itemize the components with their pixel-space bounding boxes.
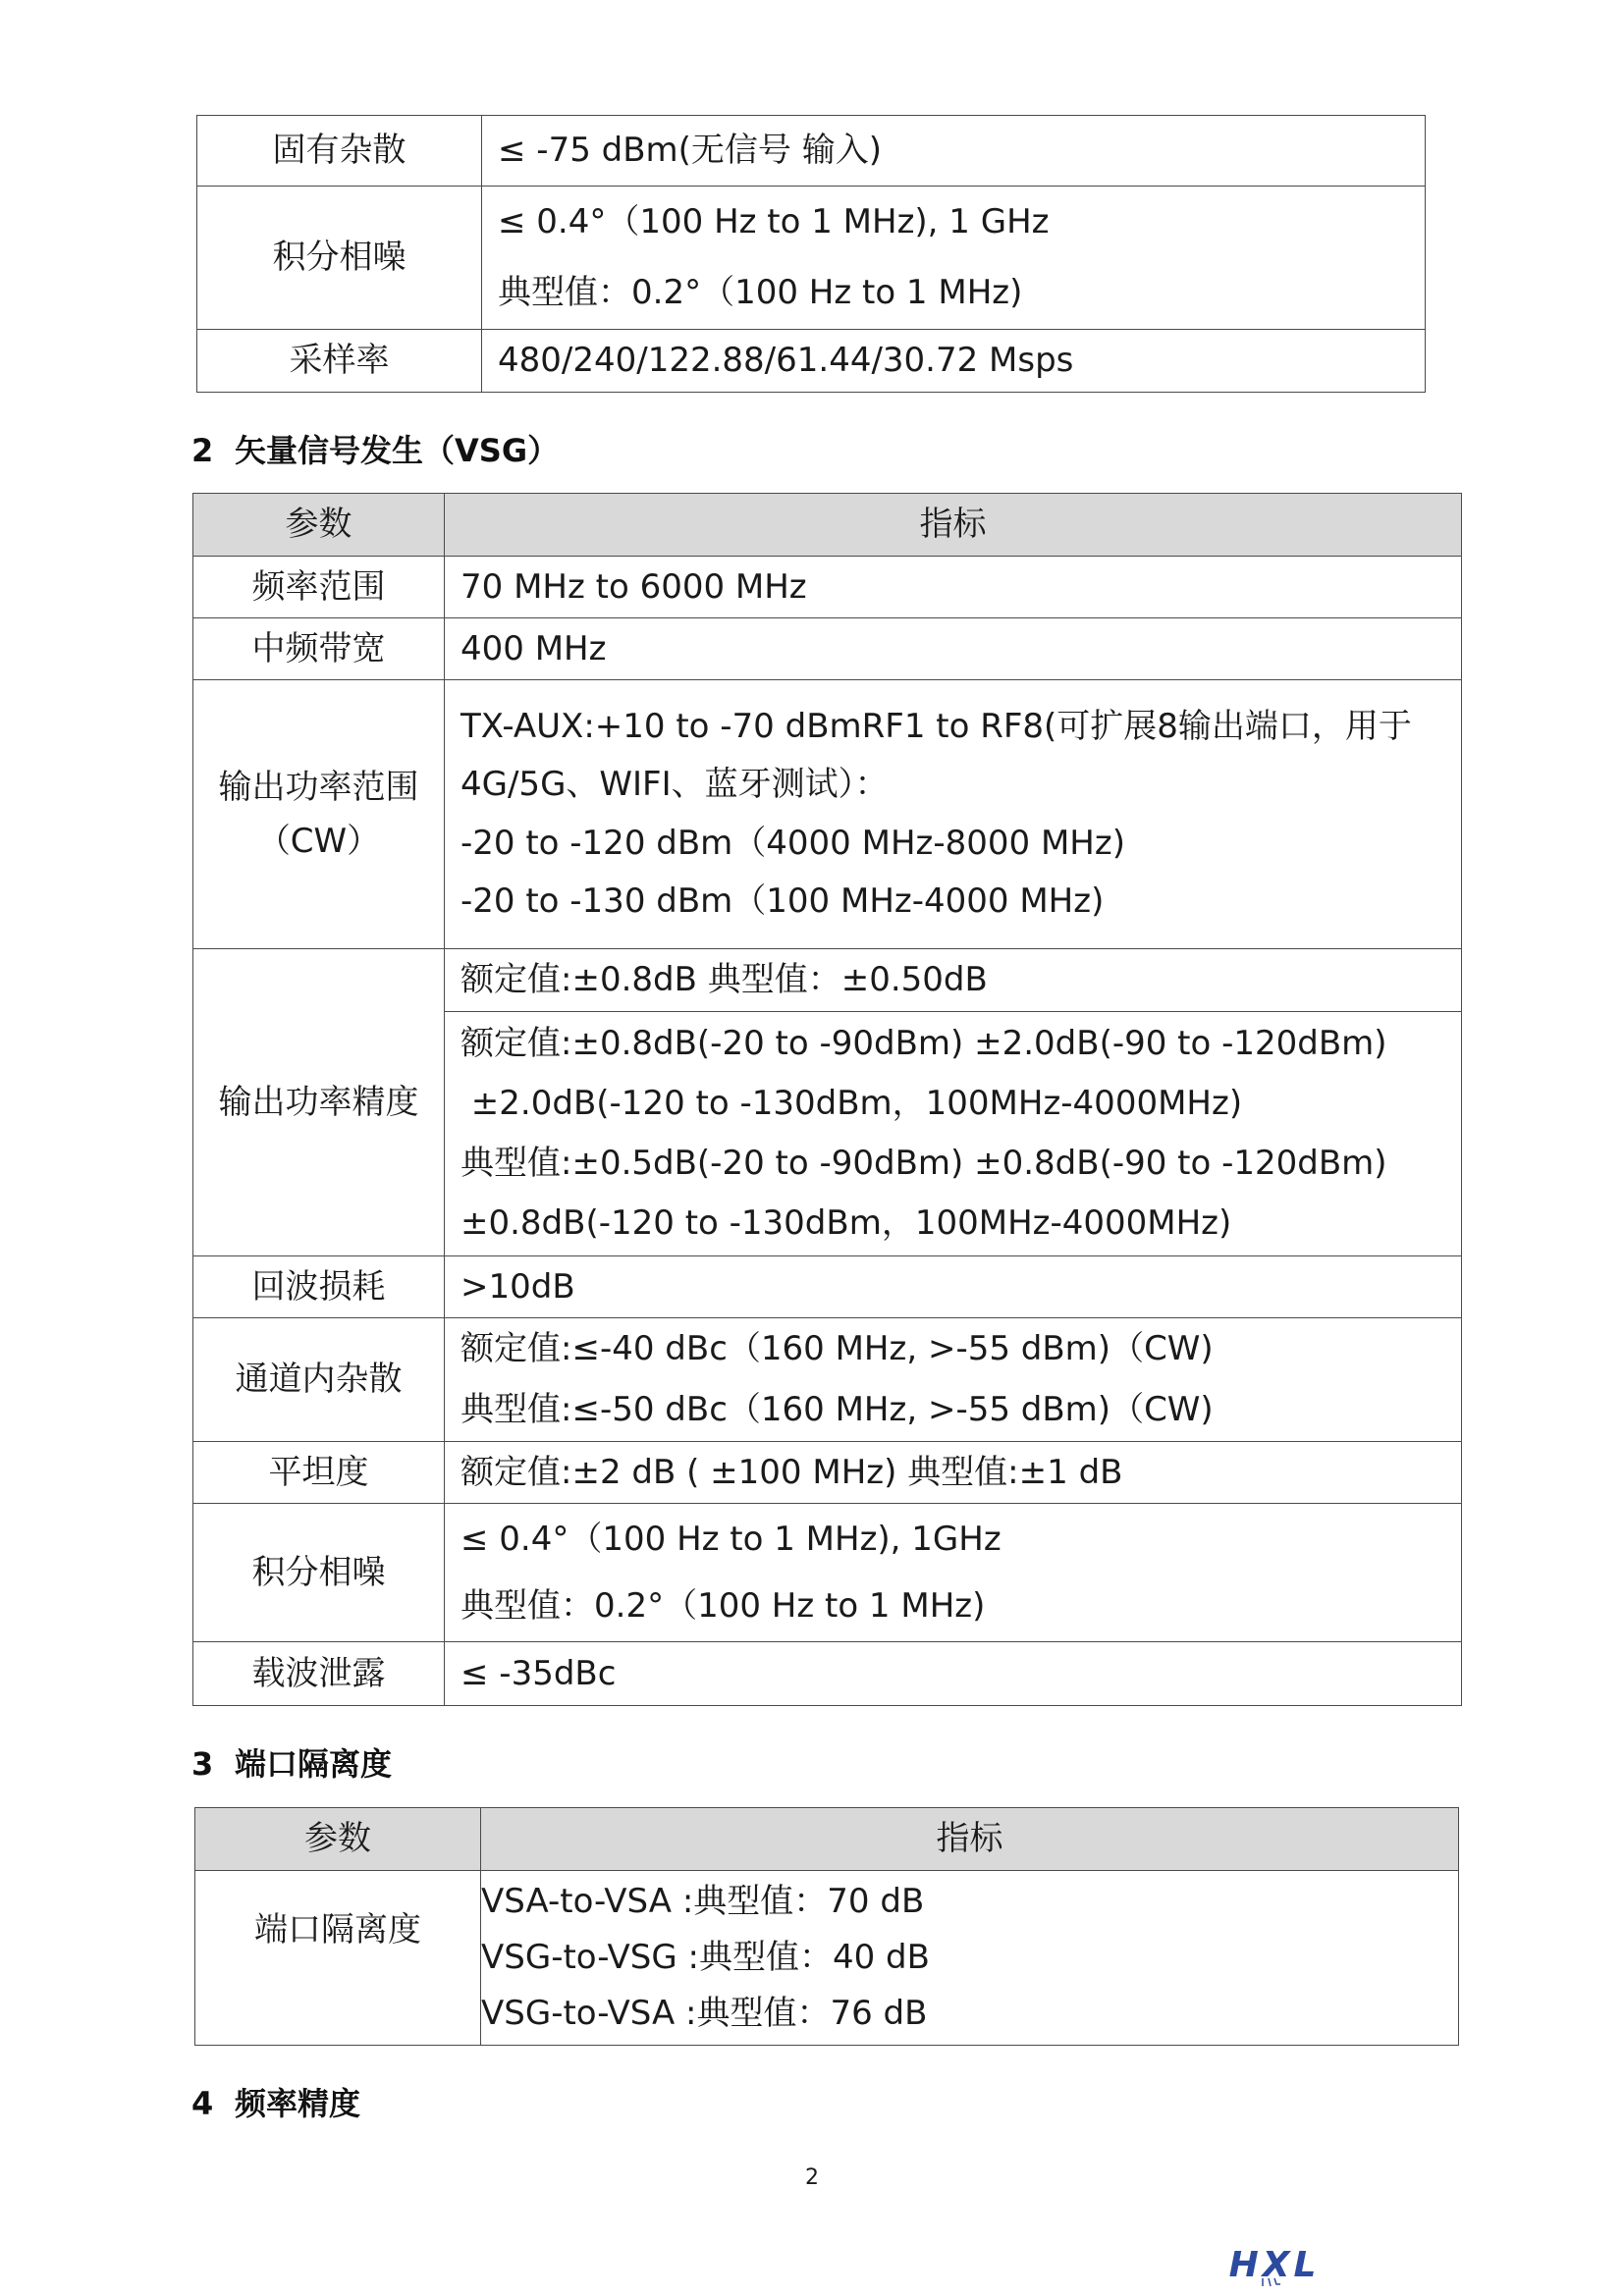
param-line: 输出功率范围 — [218, 768, 419, 808]
param-cell: 通道内杂散 — [193, 1318, 445, 1442]
param-cell: 中频带宽 — [193, 618, 445, 680]
table-row — [193, 1642, 1462, 1706]
spec-line: 典型值：0.2°（100 Hz to 1 MHz) — [460, 1586, 986, 1626]
spec-cell — [445, 1442, 1462, 1504]
header-spec: 指标 — [445, 494, 1462, 557]
spec-line: VSG-to-VSA :典型值：76 dB — [481, 1994, 928, 2034]
logo-text: HXL — [1228, 2245, 1321, 2285]
spec-cell — [482, 330, 1426, 393]
param-cell: 采样率 — [197, 330, 482, 393]
spec-line: VSG-to-VSG :典型值：40 dB — [481, 1937, 930, 1977]
spec-line: VSA-to-VSA :典型值：70 dB — [481, 1881, 925, 1921]
header-param: 参数 — [195, 1808, 481, 1871]
param-cell: 端口隔离度 — [195, 1871, 481, 2046]
spec-line: 480/240/122.88/61.44/30.72 Msps — [498, 341, 1074, 381]
vsg-table — [192, 493, 1462, 1706]
spec-line: >10dB — [460, 1266, 575, 1307]
table-row — [193, 1256, 1462, 1318]
spec-line: 典型值:±0.5dB(-20 to -90dBm) ±0.8dB(-90 to -120dBm) — [460, 1144, 1387, 1183]
section-title: 端口隔离度 — [235, 1745, 393, 1783]
table-row — [193, 949, 1462, 1012]
page-number: 2 — [805, 2165, 819, 2190]
table-header-row — [195, 1808, 1459, 1871]
param-cell — [193, 680, 445, 949]
spec-line: -20 to -130 dBm（100 MHz-4000 MHz) — [460, 881, 1105, 921]
spec-line: 4G/5G、WIFI、蓝牙测试）： — [460, 765, 889, 804]
spec-cell — [445, 557, 1462, 618]
spec-line: 400 MHz — [460, 628, 607, 668]
spec-line: ≤ -75 dBm(无信号 输入) — [498, 131, 882, 171]
param-cell: 平坦度 — [193, 1442, 445, 1504]
spec-line: ≤ -35dBc — [460, 1653, 617, 1693]
spec-line: 额定值:±0.8dB 典型值：±0.50dB — [460, 960, 988, 1000]
spec-line: 额定值:±0.8dB(-20 to -90dBm) ±2.0dB(-90 to -120dBm) — [460, 1023, 1387, 1063]
spec-line: -20 to -120 dBm（4000 MHz-8000 MHz) — [460, 823, 1125, 863]
param-cell: 积分相噪 — [193, 1504, 445, 1642]
param-cell: 频率范围 — [193, 557, 445, 618]
spec-line: 典型值：0.2°（100 Hz to 1 MHz) — [498, 272, 1023, 312]
table-row — [197, 330, 1426, 393]
table-row — [197, 116, 1426, 187]
header-param: 参数 — [193, 494, 445, 557]
table-row — [195, 1871, 1459, 2046]
spec-cell — [445, 1318, 1462, 1442]
spec-cell — [445, 1642, 1462, 1706]
section-heading-vsg — [191, 426, 559, 471]
section-title: 矢量信号发生（VSG） — [235, 432, 560, 469]
param-cell: 积分相噪 — [197, 187, 482, 330]
spec-line: ≤ 0.4°（100 Hz to 1 MHz), 1 GHz — [498, 202, 1050, 242]
spec-cell — [445, 1256, 1462, 1318]
spec-cell — [482, 187, 1426, 330]
spec-line: 70 MHz to 6000 MHz — [460, 566, 807, 607]
spec-line: ±2.0dB(-120 to -130dBm，100MHz-4000MHz) — [460, 1083, 1243, 1123]
header-spec: 指标 — [481, 1808, 1459, 1871]
table-row — [197, 187, 1426, 330]
section-heading-freq-accuracy — [191, 2079, 360, 2124]
spec-line: TX-AUX:+10 to -70 dBmRF1 to RF8(可扩展8输出端口，用于 — [460, 706, 1412, 746]
param-line: （CW） — [256, 821, 381, 861]
spec-cell — [445, 618, 1462, 680]
param-cell: 输出功率精度 — [193, 949, 445, 1256]
table-row — [193, 1442, 1462, 1504]
table-header-row — [193, 494, 1462, 557]
spec-cell — [445, 1012, 1462, 1256]
spec-cell — [482, 116, 1426, 187]
param-cell: 固有杂散 — [197, 116, 482, 187]
table-row — [193, 1504, 1462, 1642]
spec-cell — [481, 1871, 1459, 2046]
param-cell: 回波损耗 — [193, 1256, 445, 1318]
section-number: 3 — [191, 1745, 214, 1783]
table-row — [193, 557, 1462, 618]
param-cell: 载波泄露 — [193, 1642, 445, 1706]
table-row — [193, 680, 1462, 949]
spec-line: ±0.8dB(-120 to -130dBm，100MHz-4000MHz) — [460, 1203, 1232, 1244]
section-title: 频率精度 — [235, 2085, 361, 2122]
section-number: 2 — [191, 432, 214, 469]
port-isolation-table — [194, 1807, 1459, 2046]
vsa-table-tail — [196, 115, 1426, 393]
spec-line: 典型值:≤-50 dBc（160 MHz, >-55 dBm)（CW) — [460, 1389, 1214, 1429]
hxl-logo — [1216, 2243, 1333, 2288]
section-number: 4 — [191, 2085, 214, 2122]
spec-cell — [445, 680, 1462, 949]
spec-cell — [445, 1504, 1462, 1642]
spec-line: 额定值:±2 dB ( ±100 MHz) 典型值:±1 dB — [460, 1452, 1123, 1492]
spec-line: ≤ 0.4°（100 Hz to 1 MHz), 1GHz — [460, 1520, 1001, 1559]
section-heading-port-isolation — [191, 1739, 392, 1785]
spec-cell — [445, 949, 1462, 1012]
spec-line: 额定值:≤-40 dBc（160 MHz, >-55 dBm)（CW) — [460, 1329, 1214, 1369]
table-row — [193, 618, 1462, 680]
table-row — [193, 1318, 1462, 1442]
